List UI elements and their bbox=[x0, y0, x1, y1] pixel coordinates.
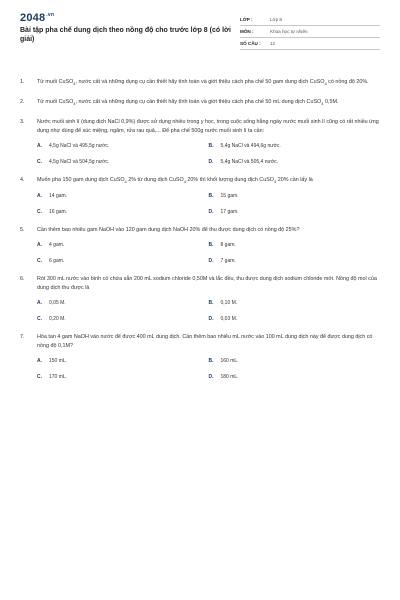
question-text: Từ muối CuSO$_4$, nước cất và những dụng cụ cần thiết hãy tính toán và giới thiệu cách pha chế 50 mL dung dịch CuSO$_4$ 0,5M. bbox=[37, 99, 339, 107]
question-item bbox=[20, 275, 380, 323]
meta-label: SỐ CÂU : bbox=[240, 41, 261, 46]
option-letter: A. bbox=[37, 193, 42, 200]
option-letter: A. bbox=[37, 143, 42, 150]
question-item bbox=[20, 176, 380, 216]
option-letter: D. bbox=[208, 374, 214, 381]
question-line bbox=[20, 333, 380, 351]
header-left bbox=[20, 12, 240, 62]
option-text: 4 gam. bbox=[49, 242, 65, 249]
question-line bbox=[20, 78, 380, 88]
option-letter: B. bbox=[208, 358, 214, 365]
answer-option[interactable] bbox=[209, 142, 381, 150]
answer-option[interactable] bbox=[209, 158, 381, 166]
option-letter: B. bbox=[208, 143, 214, 150]
option-letter: B. bbox=[208, 193, 214, 200]
question-number: 6. bbox=[20, 276, 25, 283]
meta-row bbox=[240, 14, 380, 26]
question-number: 4. bbox=[20, 177, 25, 184]
question-item bbox=[20, 118, 380, 166]
question-number: 3. bbox=[20, 119, 25, 126]
answer-option[interactable] bbox=[37, 299, 209, 307]
option-letter: D. bbox=[208, 159, 214, 166]
question-line bbox=[20, 226, 380, 235]
answer-option[interactable] bbox=[37, 208, 209, 216]
answer-options bbox=[37, 142, 380, 166]
answer-option[interactable] bbox=[209, 241, 381, 249]
question-line bbox=[20, 98, 380, 108]
option-letter: D. bbox=[208, 316, 214, 323]
meta-value: 12 bbox=[270, 41, 276, 46]
option-letter: C. bbox=[37, 316, 42, 323]
document-title: Bài tập pha chế dung dịch theo nồng độ cho trước lớp 8 (có lời giải) bbox=[20, 27, 231, 43]
answer-option[interactable] bbox=[209, 299, 381, 307]
option-text: 0,20 M. bbox=[49, 316, 66, 323]
option-text: 7 gam. bbox=[220, 258, 236, 265]
option-text: 0,10 M. bbox=[220, 300, 238, 307]
answer-option[interactable] bbox=[209, 315, 381, 323]
document-header bbox=[20, 0, 380, 62]
question-number: 5. bbox=[20, 227, 25, 234]
question-line bbox=[20, 176, 380, 186]
logo-text: 2048 bbox=[20, 12, 46, 24]
meta-value: Lớp 8 bbox=[270, 17, 282, 22]
answer-option[interactable] bbox=[209, 373, 381, 381]
question-text: Muốn pha 150 gam dung dịch CuSO$_4$ 2% từ dung dịch CuSO$_4$ 20% thì khối lượng dung dịch CuSO$_4$ 20% cần lấy là bbox=[37, 177, 313, 185]
question-item bbox=[20, 78, 380, 88]
option-letter: C. bbox=[37, 159, 42, 166]
answer-option[interactable] bbox=[37, 257, 209, 265]
question-text: Hòa tan 4 gam NaOH vào nước để được 400 mL dung dịch. Cần thêm bao nhiêu mL nước vào 100 mL dung dịch này để được dung dịch có nồng độ 0,1M? bbox=[37, 334, 373, 350]
question-text: Từ muối CuSO$_4$, nước cất và những dụng cụ cần thiết hãy tính toán và giới thiệu cách pha chế 50 gam dung dịch CuSO$_4$ có nồng độ 20%. bbox=[37, 79, 369, 87]
question-text: Rót 300 mL nước vào bình có chứa sẵn 200 mL sodium chloride 0,50M và lắc đều, thu được dung dịch sodium chloride mới. Nồng độ mol của dung dịch thu được là bbox=[37, 276, 377, 292]
option-text: 6 gam. bbox=[49, 258, 65, 265]
option-text: 4,5g NaCl và 495,5g nước. bbox=[49, 143, 110, 150]
option-text: 16 gam. bbox=[49, 209, 68, 216]
answer-options bbox=[37, 299, 380, 323]
meta-row bbox=[240, 26, 380, 38]
answer-option[interactable] bbox=[37, 373, 209, 381]
answer-option[interactable] bbox=[37, 357, 209, 365]
question-line bbox=[20, 118, 380, 136]
meta-label: LỚP : bbox=[240, 17, 253, 22]
meta-row bbox=[240, 38, 380, 50]
answer-option[interactable] bbox=[209, 192, 381, 200]
answer-options bbox=[37, 241, 380, 265]
option-letter: B. bbox=[208, 300, 214, 307]
answer-option[interactable] bbox=[209, 208, 381, 216]
option-text: 150 mL. bbox=[49, 358, 68, 365]
option-letter: B. bbox=[208, 242, 214, 249]
option-text: 170 mL. bbox=[49, 374, 68, 381]
option-text: 160 mL. bbox=[220, 358, 239, 365]
option-text: 14 gam. bbox=[49, 193, 68, 200]
option-text: 4,5g NaCl và 504,5g nước. bbox=[49, 159, 110, 166]
question-number: 2. bbox=[20, 99, 25, 106]
question-item bbox=[20, 226, 380, 265]
option-letter: A. bbox=[37, 300, 42, 307]
option-text: 8 gam. bbox=[220, 242, 236, 249]
meta-label: MÔN : bbox=[240, 29, 254, 34]
site-logo[interactable] bbox=[20, 12, 240, 24]
option-letter: C. bbox=[37, 374, 42, 381]
question-text: Nước muối sinh lí (dung dịch NaCl 0,9%) được sử dụng nhiều trong y học, trong cuộc sống hằng ngày nước muối sinh lí cũng có rất nhiều ứng dụng như dùng để súc miệng, ngâm, rửa rau quả,... Để pha chế 500g nước muối sinh lí ta cần: bbox=[37, 119, 379, 135]
answer-option[interactable] bbox=[37, 142, 209, 150]
option-letter: C. bbox=[37, 258, 42, 265]
answer-option[interactable] bbox=[37, 158, 209, 166]
question-number: 7. bbox=[20, 334, 25, 341]
option-text: 5,4g NaCl và 505,4 nước. bbox=[220, 159, 278, 166]
answer-option[interactable] bbox=[209, 357, 381, 365]
meta-value: Khoa học tự nhiên bbox=[270, 29, 308, 34]
question-item bbox=[20, 98, 380, 108]
option-text: 17 gam. bbox=[220, 209, 239, 216]
option-text: 5,4g NaCl và 494,6g nước. bbox=[220, 143, 281, 150]
answer-option[interactable] bbox=[209, 257, 381, 265]
option-letter: A. bbox=[37, 242, 42, 249]
option-text: 180 mL. bbox=[220, 374, 239, 381]
answer-option[interactable] bbox=[37, 241, 209, 249]
answer-options bbox=[37, 192, 380, 216]
answer-option[interactable] bbox=[37, 315, 209, 323]
question-item bbox=[20, 333, 380, 381]
question-number: 1. bbox=[20, 79, 25, 85]
answer-options bbox=[37, 357, 380, 381]
question-list bbox=[20, 78, 380, 381]
option-text: 15 gam. bbox=[220, 193, 239, 200]
option-letter: C. bbox=[37, 209, 42, 216]
option-letter: A. bbox=[37, 358, 42, 365]
question-line bbox=[20, 275, 380, 293]
option-text: 0,03 M. bbox=[220, 316, 238, 323]
option-letter: D. bbox=[208, 209, 214, 216]
option-letter: D. bbox=[208, 258, 214, 265]
option-text: 0,05 M. bbox=[49, 300, 66, 307]
question-text: Cần thêm bao nhiêu gam NaOH vào 120 gam dung dịch NaOH 20% để thu được dung dịch có nồng độ 25%? bbox=[37, 227, 300, 234]
answer-option[interactable] bbox=[37, 192, 209, 200]
meta-table bbox=[240, 14, 380, 62]
logo-suffix: .vn bbox=[46, 12, 55, 18]
